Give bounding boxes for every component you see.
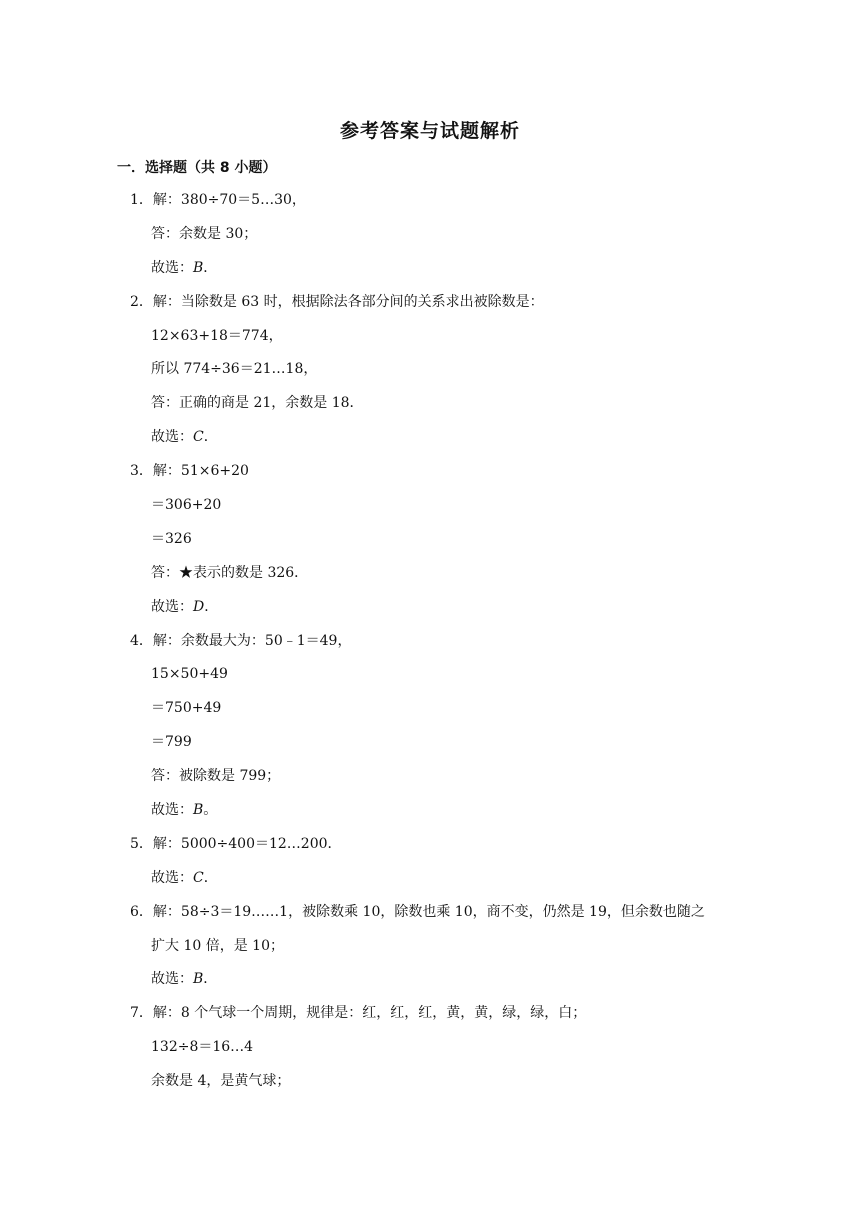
answer-line: 5．解：5000÷400＝12…200． (130, 836, 342, 852)
answer-line: ＝326 (151, 531, 192, 547)
answer-line: 答：余数是 30； (151, 226, 258, 242)
answer-line: 7．解：8 个气球一个周期，规律是：红，红，红，黄，黄，绿，绿，白； (130, 1005, 587, 1021)
answer-line: 扩大 10 倍，是 10； (151, 938, 284, 954)
answer-line: 所以 774÷36＝21…18， (151, 361, 318, 377)
answer-line: 故选：B。 (151, 802, 218, 818)
answer-line: ＝750+49 (151, 700, 222, 716)
answer-line: 故选：C． (151, 429, 218, 445)
answer-line: 6．解：58÷3＝19……1，被除数乘 10，除数也乘 10，商不变，仍然是 19，但余数也随之 (130, 904, 705, 920)
answer-line: 故选：B． (151, 260, 218, 276)
answer-line: 答：被除数是 799； (151, 768, 281, 784)
answer-line: ＝306+20 (151, 497, 222, 513)
answer-line: 4．解：余数最大为：50﹣1＝49， (130, 633, 352, 649)
answer-line: 答：正确的商是 21，余数是 18． (151, 395, 364, 411)
answer-line: 余数是 4，是黄气球； (151, 1073, 291, 1089)
answer-line: 2．解：当除数是 63 时，根据除法各部分间的关系求出被除数是： (130, 294, 544, 310)
answer-line: 12×63+18＝774， (151, 328, 283, 344)
section-heading: 一．选择题（共 8 小题） (117, 160, 277, 176)
answer-line: 15×50+49 (151, 666, 228, 682)
answer-line: 132÷8＝16…4 (151, 1039, 254, 1055)
answer-line: 3．解：51×6+20 (130, 463, 249, 479)
answer-line: 答：★表示的数是 326． (151, 565, 309, 581)
answer-line: ＝799 (151, 734, 192, 750)
page-title: 参考答案与试题解析 (339, 120, 520, 142)
answer-line: 故选：C． (151, 870, 218, 886)
answer-line: 故选：B． (151, 971, 218, 987)
answer-line: 1．解：380÷70＝5…30， (130, 192, 306, 208)
answer-line: 故选：D． (151, 599, 219, 615)
